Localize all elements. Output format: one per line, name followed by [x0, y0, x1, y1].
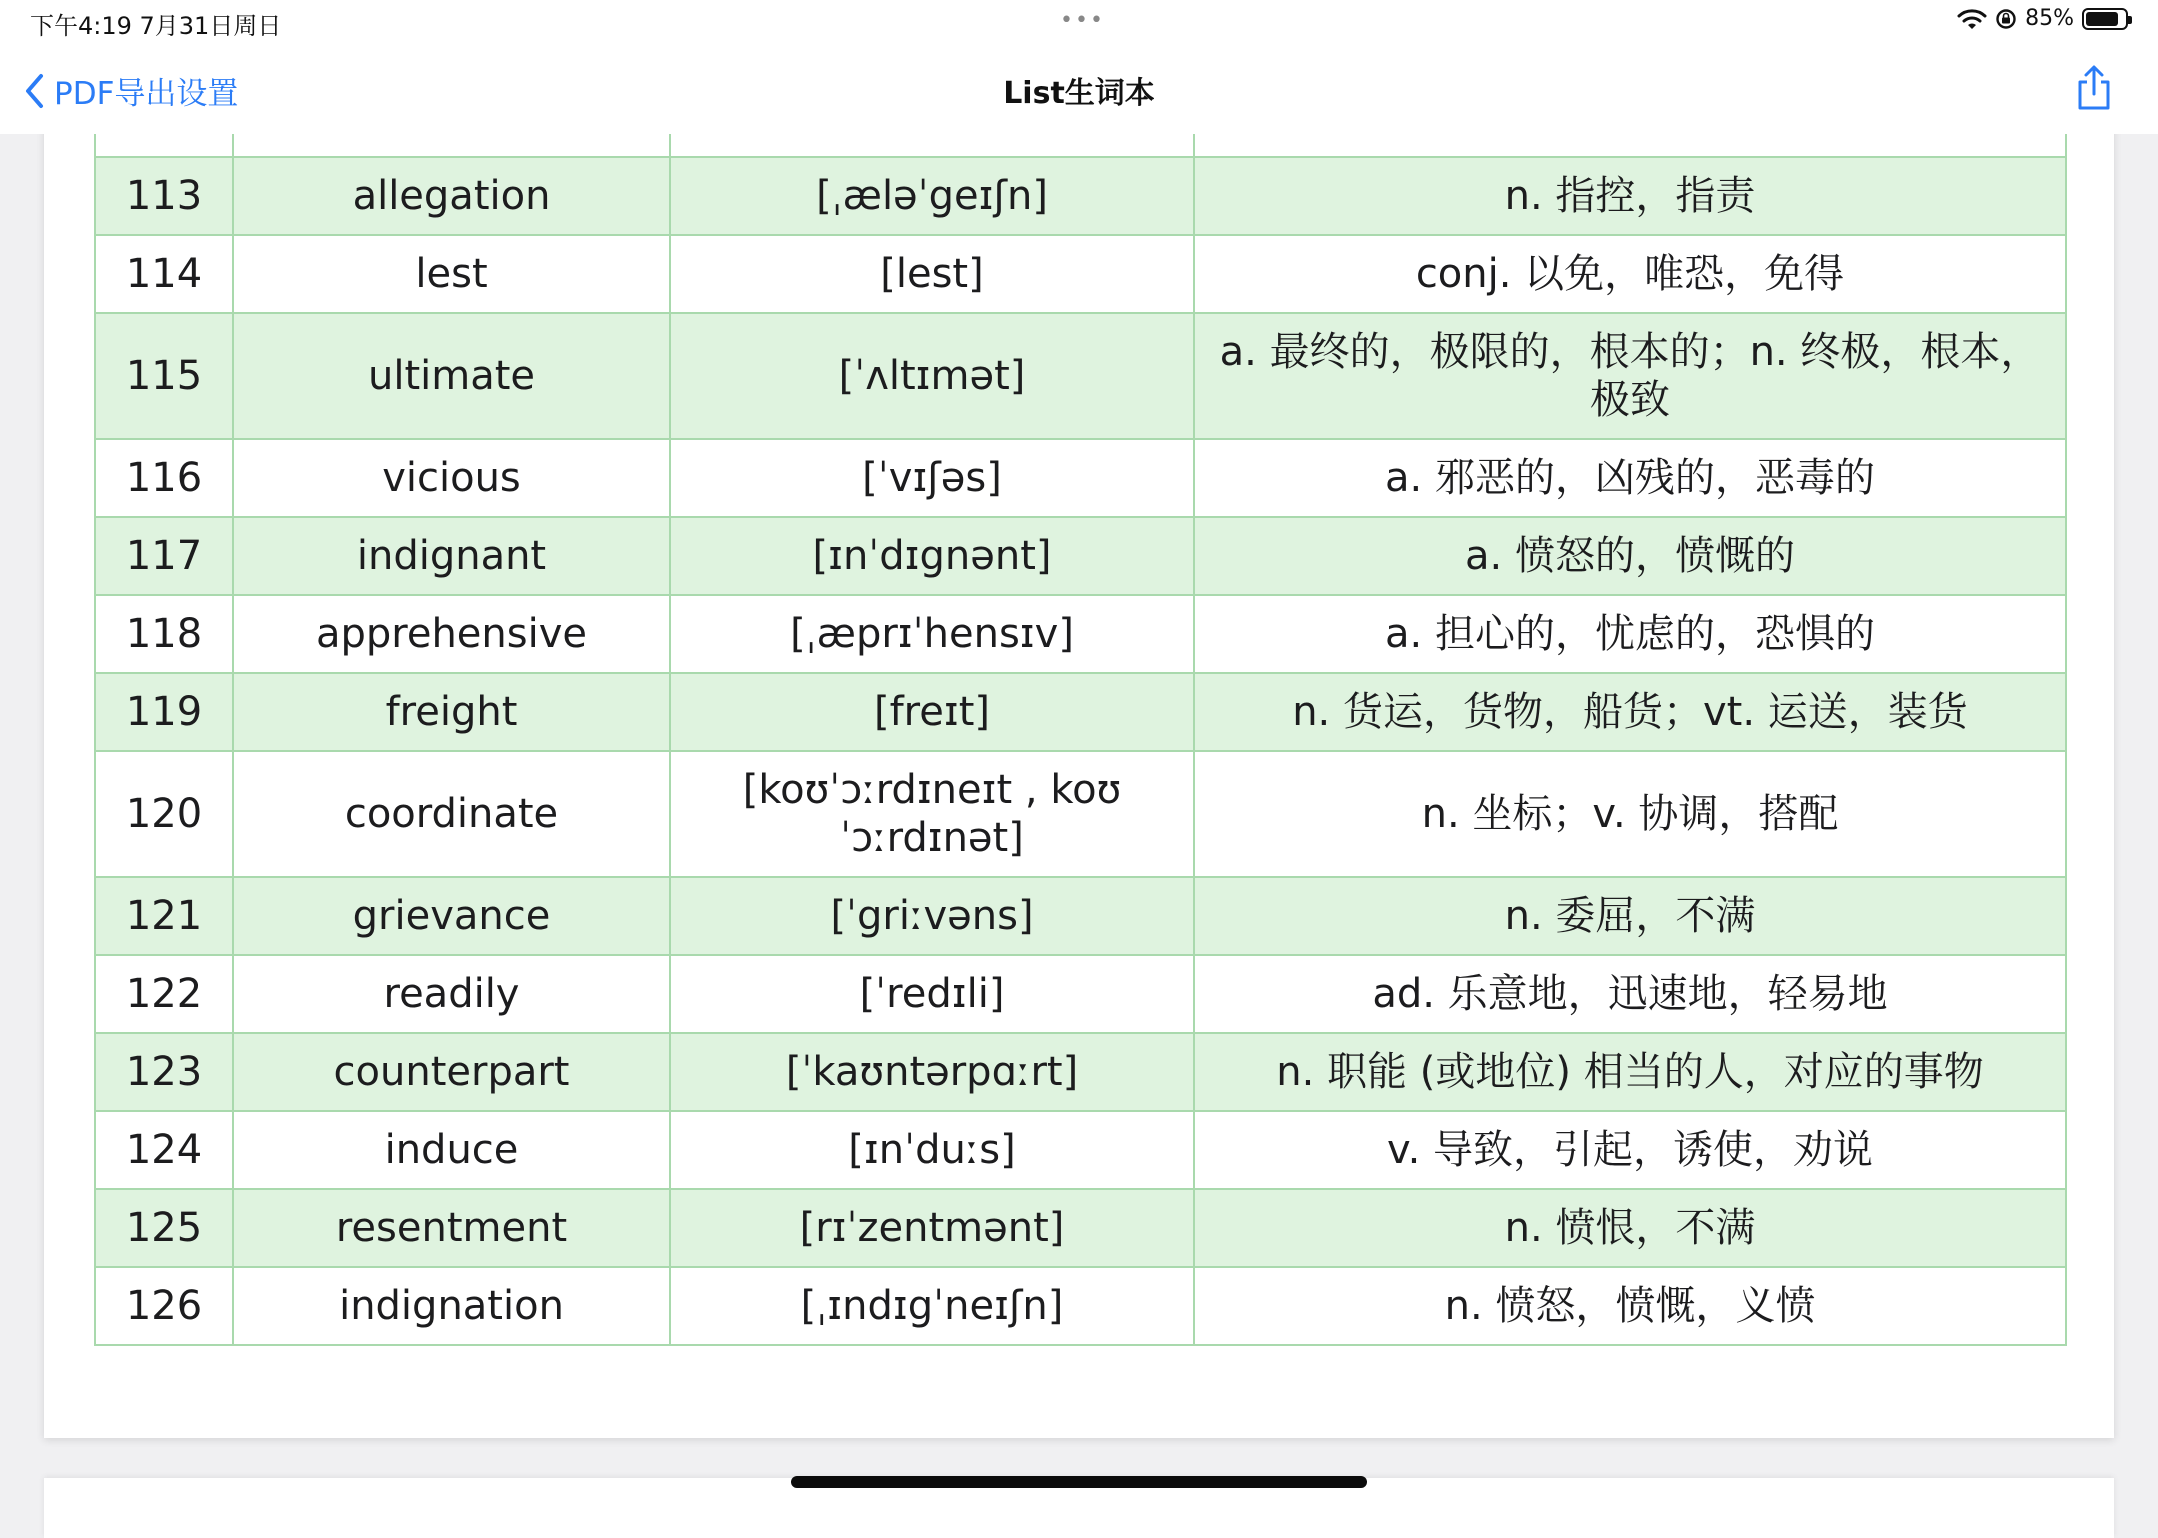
status-right [1957, 6, 2128, 31]
cell-phonetic: [koʊˈɔːrdɪneɪt , koʊˈɔːrdɪnət] [670, 751, 1194, 877]
share-icon[interactable] [2074, 64, 2114, 112]
cell-phonetic: [ˈʌltɪmət] [670, 313, 1194, 439]
cell-number: 123 [95, 1033, 233, 1111]
cell-number: 124 [95, 1111, 233, 1189]
battery-fill [2086, 12, 2118, 26]
cell-phonetic: [ɪnˈdɪgnənt] [670, 517, 1194, 595]
table-row [95, 235, 2066, 313]
cell-number: 121 [95, 877, 233, 955]
cell-phonetic: [rɪˈzentmənt] [670, 1189, 1194, 1267]
pdf-page[interactable] [44, 100, 2114, 1438]
cell-word: resentment [233, 1189, 670, 1267]
battery-tip [2128, 16, 2132, 24]
cell-word: readily [233, 955, 670, 1033]
cell-meaning: n. 愤恨，不满 [1194, 1189, 2066, 1267]
cell-number: 114 [95, 235, 233, 313]
cell-phonetic: [ɪnˈduːs] [670, 1111, 1194, 1189]
cell-number: 120 [95, 751, 233, 877]
table-row [95, 439, 2066, 517]
cell-meaning: ad. 乐意地，迅速地，轻易地 [1194, 955, 2066, 1033]
cell-meaning: a. 愤怒的，愤慨的 [1194, 517, 2066, 595]
cell-word: freight [233, 673, 670, 751]
table-row [95, 1111, 2066, 1189]
cell-meaning: a. 担心的，忧虑的，恐惧的 [1194, 595, 2066, 673]
table-row [95, 313, 2066, 439]
table-row [95, 157, 2066, 235]
cell-word: grievance [233, 877, 670, 955]
cell-phonetic: [ˈgriːvəns] [670, 877, 1194, 955]
status-time: 下午4:19 7月31日周日 [30, 12, 282, 40]
wifi-icon [1957, 7, 1987, 31]
cell-word: allegation [233, 157, 670, 235]
cell-word: lest [233, 235, 670, 313]
cell-number: 113 [95, 157, 233, 235]
navigation-bar [0, 44, 2158, 134]
page-title: List生词本 [1003, 76, 1155, 111]
back-button-label: PDF导出设置 [54, 76, 239, 112]
home-indicator[interactable] [791, 1476, 1367, 1488]
cell-meaning: n. 职能 (或地位) 相当的人，对应的事物 [1194, 1033, 2066, 1111]
cell-meaning: n. 愤怒，愤慨，义愤 [1194, 1267, 2066, 1345]
battery-percent: 85% [2025, 6, 2074, 31]
cell-word: counterpart [233, 1033, 670, 1111]
cell-number: 116 [95, 439, 233, 517]
cell-number: 119 [95, 673, 233, 751]
cell-word: indignant [233, 517, 670, 595]
cell-meaning: conj. 以免，唯恐，免得 [1194, 235, 2066, 313]
cell-phonetic: [ˈvɪʃəs] [670, 439, 1194, 517]
cell-number: 126 [95, 1267, 233, 1345]
cell-word: ultimate [233, 313, 670, 439]
cell-phonetic: [ˈkaʊntərpɑːrt] [670, 1033, 1194, 1111]
cell-phonetic: [ˌæprɪˈhensɪv] [670, 595, 1194, 673]
cell-meaning: n. 指控，指责 [1194, 157, 2066, 235]
cell-phonetic: [lest] [670, 235, 1194, 313]
cell-phonetic: [ˈredɪli] [670, 955, 1194, 1033]
cell-word: vicious [233, 439, 670, 517]
cell-word: induce [233, 1111, 670, 1189]
cell-phonetic: [freɪt] [670, 673, 1194, 751]
cell-number: 122 [95, 955, 233, 1033]
table-row [95, 877, 2066, 955]
cell-number: 118 [95, 595, 233, 673]
table-row [95, 1033, 2066, 1111]
table-row [95, 673, 2066, 751]
table-row [95, 595, 2066, 673]
cell-word: apprehensive [233, 595, 670, 673]
vocabulary-table [94, 100, 2067, 1346]
cell-meaning: n. 委屈，不满 [1194, 877, 2066, 955]
cell-meaning: n. 坐标；v. 协调，搭配 [1194, 751, 2066, 877]
cell-word: coordinate [233, 751, 670, 877]
table-row [95, 1189, 2066, 1267]
multitasking-dots[interactable]: ••• [1060, 8, 1105, 33]
cell-phonetic: [ˌæləˈgeɪʃn] [670, 157, 1194, 235]
table-row [95, 751, 2066, 877]
status-bar [0, 0, 2158, 44]
cell-meaning: n. 货运，货物，船货；vt. 运送，装货 [1194, 673, 2066, 751]
table-row [95, 955, 2066, 1033]
cell-number: 115 [95, 313, 233, 439]
cell-number: 117 [95, 517, 233, 595]
cell-number: 125 [95, 1189, 233, 1267]
table-row [95, 1267, 2066, 1345]
vocabulary-table-body [95, 101, 2066, 1345]
cell-phonetic: [ˌɪndɪgˈneɪʃn] [670, 1267, 1194, 1345]
table-row [95, 517, 2066, 595]
rotation-lock-icon [1995, 8, 2017, 30]
cell-meaning: a. 邪恶的，凶残的，恶毒的 [1194, 439, 2066, 517]
cell-word: indignation [233, 1267, 670, 1345]
battery-icon [2082, 8, 2128, 30]
cell-meaning: v. 导致，引起，诱使，劝说 [1194, 1111, 2066, 1189]
cell-meaning: a. 最终的，极限的，根本的；n. 终极，根本，极致 [1194, 313, 2066, 439]
